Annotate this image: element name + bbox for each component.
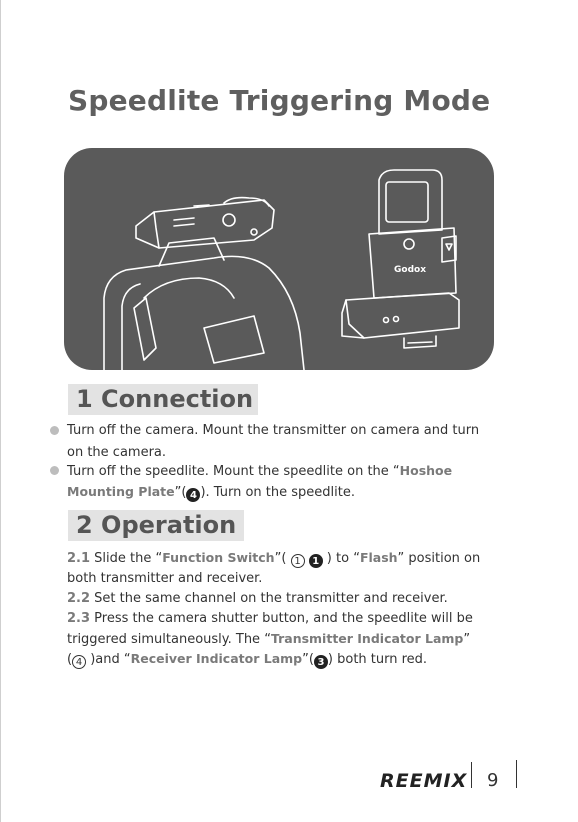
text-run: ”( (302, 652, 314, 667)
callout-number-4-outline-icon: 4 (72, 655, 86, 669)
brand-logo: REEMIX (380, 770, 468, 792)
section-heading-operation: 2 Operation (68, 510, 244, 541)
operation-step-2-2 (67, 591, 448, 606)
keyword-receiver-indicator-lamp: Receiver Indicator Lamp (130, 651, 303, 666)
page-edge (0, 0, 1, 822)
text-run: ”( (274, 551, 291, 566)
operation-step-2-1-line2: both transmitter and receiver. (67, 571, 263, 586)
text-run: Turn off the speedlite. Mount the speedlite on the “ (67, 464, 400, 479)
step-number: 2.2 (67, 591, 91, 606)
bullet-icon (50, 466, 59, 475)
text-run: Press the camera shutter button, and the speedlite will be (94, 611, 473, 626)
keyword-flash: Flash (359, 550, 398, 565)
flash-brand-label: Godox (394, 265, 427, 275)
text-run: ) both turn red. (327, 652, 428, 667)
step-number: 2.1 (67, 551, 91, 566)
page-title: Speedlite Triggering Mode (68, 84, 491, 117)
keyword-mounting-plate: Mounting Plate (67, 484, 175, 499)
text-run: ” (463, 632, 471, 647)
page-number: 9 (487, 770, 499, 791)
operation-step-2-3-line3 (67, 651, 427, 669)
text-run: ) to “ (322, 551, 360, 566)
footer-divider (516, 760, 517, 788)
keyword-transmitter-indicator-lamp: Transmitter Indicator Lamp (270, 631, 464, 646)
connection-step-1-line2: on the camera. (67, 445, 167, 460)
text-run: ( (67, 652, 73, 667)
callout-number-3-icon: 3 (314, 655, 328, 669)
text-run: Slide the “ (94, 551, 163, 566)
operation-step-2-1-line1 (67, 550, 480, 568)
footer-divider (471, 762, 472, 788)
text-run: ”( (174, 485, 187, 500)
operation-step-2-3-line1 (67, 611, 473, 626)
step-number: 2.3 (67, 611, 91, 626)
keyword-function-switch: Function Switch (162, 550, 275, 565)
text-run: Set the same channel on the transmitter and receiver. (94, 591, 448, 606)
product-illustration (64, 148, 494, 370)
connection-step-2-line2 (67, 484, 355, 502)
connection-step-1-line1: Turn off the camera. Mount the transmitter on camera and turn (67, 423, 480, 438)
bullet-icon (50, 426, 59, 435)
connection-step-2-line1 (67, 463, 452, 479)
text-run: triggered simultaneously. The “ (67, 632, 271, 647)
callout-number-1-outline-icon: 1 (291, 554, 305, 568)
section-heading-connection: 1 Connection (68, 384, 258, 415)
keyword-hoshoe: Hoshoe (399, 463, 453, 478)
operation-step-2-3-line2 (67, 631, 470, 647)
text-run: ). Turn on the speedlite. (200, 485, 355, 500)
callout-number-1-filled-icon: 1 (309, 554, 323, 568)
text-run: ” position on (397, 551, 481, 566)
camera-flash-drawing (64, 148, 494, 370)
text-run: )and “ (86, 652, 131, 667)
callout-number-4-icon: 4 (186, 488, 200, 502)
